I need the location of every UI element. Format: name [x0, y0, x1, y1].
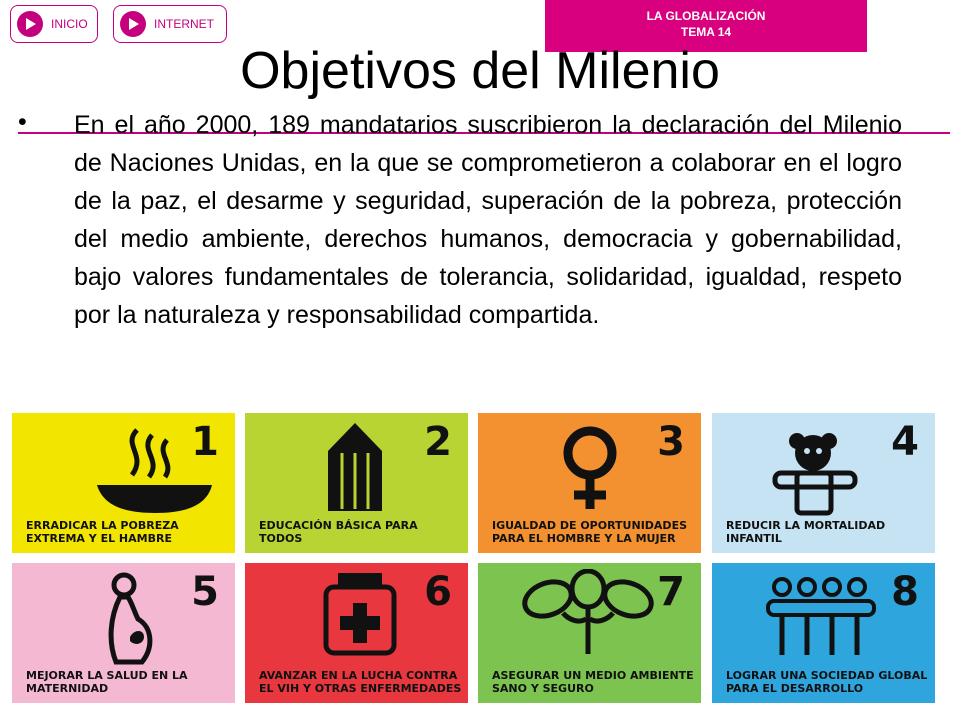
inicio-label: INICIO: [51, 17, 88, 31]
goal-tile-2: [245, 413, 468, 553]
page-title: Objetivos del Milenio: [240, 42, 720, 100]
goal-number: 6: [424, 569, 452, 615]
topic-number: TEMA 14: [680, 25, 732, 39]
pregnant-woman-icon: [82, 567, 182, 667]
goal-caption: EDUCACIÓN BÁSICA PARA TODOS: [259, 519, 418, 545]
goal-tile-1: [12, 413, 235, 553]
play-icon: [17, 11, 43, 37]
goal-number: 8: [891, 569, 919, 615]
female-symbol-icon: [550, 423, 630, 513]
goal-number: 3: [657, 419, 685, 465]
internet-label: INTERNET: [154, 17, 214, 31]
goal-tile-4: [712, 413, 935, 553]
child-teddy-icon: [767, 423, 877, 518]
goal-tile-7: [478, 563, 701, 703]
goal-caption: ERRADICAR LA POBREZA EXTREMA Y EL HAMBRE: [26, 519, 179, 545]
goal-number: 4: [891, 419, 919, 465]
play-icon: [120, 11, 146, 37]
people-group-icon: [762, 575, 892, 660]
topic-title: LA GLOBALIZACIÓN: [646, 9, 766, 23]
goal-number: 7: [657, 569, 685, 615]
goal-tile-5: [12, 563, 235, 703]
goal-caption: AVANZAR EN LA LUCHA CONTRA EL VIH Y OTRAS ENFERMEDADES: [259, 669, 462, 695]
goal-caption: MEJORAR LA SALUD EN LA MATERNIDAD: [26, 669, 188, 695]
pencil-icon: [320, 421, 390, 516]
goal-tile-3: [478, 413, 701, 553]
goal-caption: ASEGURAR UN MEDIO AMBIENTE SANO Y SEGURO: [492, 669, 694, 695]
plant-icon: [518, 569, 658, 664]
goal-caption: REDUCIR LA MORTALIDAD INFANTIL: [726, 519, 886, 545]
medicine-jar-icon: [320, 571, 400, 656]
intro-paragraph: En el año 2000, 189 mandatarios suscribieron la declaración del Milenio de Naciones Unidas, en la que se comprometieron a colaborar en el logro de la paz, el desarme y seguridad, superación de la pobreza, protección del medio ambiente, derechos humanos, democracia y gobernabilidad, bajo valores fundamentales de tolerancia, solidaridad, igualdad, respeto por la naturaleza y responsabilidad compartida.: [74, 111, 902, 329]
goal-number: 5: [191, 569, 219, 615]
goal-tile-8: [712, 563, 935, 703]
goal-caption: LOGRAR UNA SOCIEDAD GLOBAL PARA EL DESARROLLO: [726, 669, 928, 695]
goal-number: 1: [191, 419, 219, 465]
goal-number: 2: [424, 419, 452, 465]
goal-caption: IGUALDAD DE OPORTUNIDADES PARA EL HOMBRE Y LA MUJER: [492, 519, 688, 545]
goal-tile-6: [245, 563, 468, 703]
bullet-marker: •: [18, 108, 27, 136]
